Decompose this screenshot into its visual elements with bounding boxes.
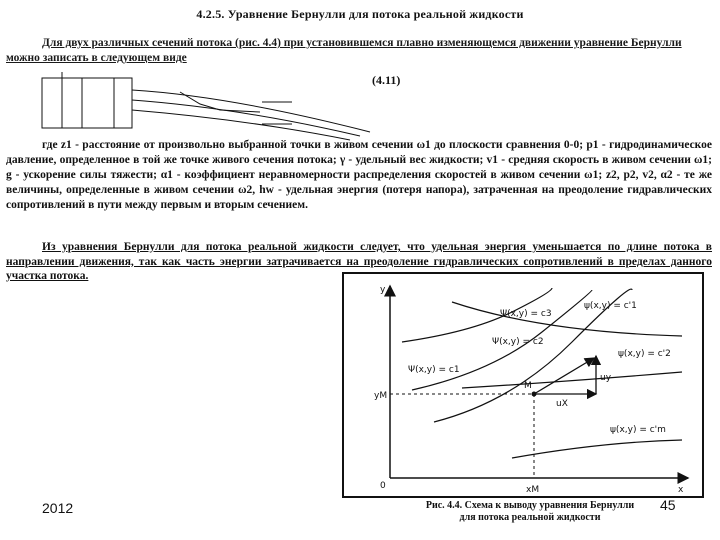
figure-caption xyxy=(400,500,660,524)
definitions-text: где z1 - расстояние от произвольно выбранной точки в живом сечении ω1 до плоскости сравнения 0-0; p1 - гидродинамическое давление, определенное в той же точке живого сечения потока; γ - удельный вес жидкости; v1 - средняя скорость в живом сечении ω1; g - ускорение силы тяжести; α1 - коэффициент неравномерности распределения скоростей в живом сечении ω1; z2, p2, v2, α2 - те же величины, определенные в живом сечении ω2, hw - удельная энергия (потеря напора), затраченная на преодоление гидравлических сопротивлений в пути между первым и вторым сечением. xyxy=(6,139,712,211)
origin-label: 0 xyxy=(380,481,386,491)
page-title: 4.2.5. Уравнение Бернулли для потока реальной жидкости xyxy=(196,7,524,21)
uy-label: uy xyxy=(600,373,612,383)
point-m-label: M xyxy=(524,381,532,391)
stream-function-figure xyxy=(342,272,704,498)
ym-label: yM xyxy=(374,391,388,401)
ux-label: uX xyxy=(556,399,568,409)
intro-text: Для двух различных сечений потока (рис. 4.4) при установившемся плавно изменяющемся движении уравнение Бернулли можно записать в следующем виде xyxy=(6,37,682,64)
label-psi-c2p: ψ(x,y) = c'2 xyxy=(618,349,671,359)
y-axis-label: y xyxy=(380,285,386,295)
label-psi-cmp: ψ(x,y) = c'm xyxy=(610,425,666,435)
curve-c2p xyxy=(462,372,682,388)
bernoulli-sketch xyxy=(30,70,390,142)
sketch-tank xyxy=(42,78,132,128)
x-axis-label: x xyxy=(678,485,684,495)
equation-number: (4.11) xyxy=(372,73,401,87)
xm-label: xM xyxy=(526,485,540,495)
curve-c1p xyxy=(452,302,682,336)
year-label: 2012 xyxy=(42,500,74,516)
velocity-vector xyxy=(534,358,594,394)
label-phi-c3: Ψ(x,y) = c3 xyxy=(500,309,552,319)
label-phi-c2: Ψ(x,y) = c2 xyxy=(492,337,544,347)
intro-paragraph xyxy=(6,36,712,66)
conclusion-text: Из уравнения Бернулли для потока реальной жидкости следует, что удельная энергия уменьшается по длине потока в направлении движения, так как часть энергии затрачивается на преодоление гидравлических сопротивлений в пределах данного участка потока. xyxy=(6,241,712,282)
page-number: 45 xyxy=(660,497,676,513)
curve-cmp xyxy=(512,440,682,458)
label-phi-c1: Ψ(x,y) = c1 xyxy=(408,365,460,375)
definitions-paragraph xyxy=(6,138,712,213)
caption-line-2: для потока реальной жидкости xyxy=(459,512,601,523)
label-psi-c1p: ψ(x,y) = c'1 xyxy=(584,301,637,311)
caption-line-1: Рис. 4.4. Схема к выводу уравнения Бернулли xyxy=(425,500,635,511)
